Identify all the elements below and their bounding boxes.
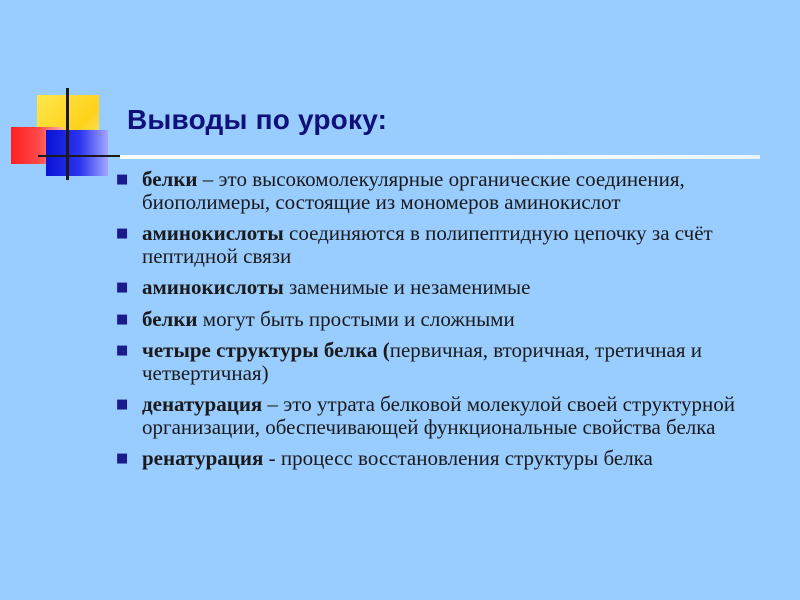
bullet-term: аминокислоты bbox=[142, 221, 284, 245]
bullet-square-icon: ■ bbox=[116, 280, 129, 295]
bullet-text: соединяются в полипептидную цепочку за счёт пептидной связи bbox=[142, 221, 713, 268]
bullet-square-icon: ■ bbox=[116, 397, 129, 412]
bullet-item bbox=[110, 308, 770, 331]
bullet-term: ренатурация bbox=[142, 446, 264, 470]
bullet-item bbox=[110, 339, 770, 384]
bullet-term: четыре структуры белка ( bbox=[142, 338, 390, 362]
bullet-square-icon: ■ bbox=[116, 451, 129, 466]
bullet-square-icon: ■ bbox=[116, 343, 129, 358]
decor-horizontal-line bbox=[38, 155, 120, 157]
bullet-square-icon: ■ bbox=[116, 172, 129, 187]
bullet-item bbox=[110, 168, 770, 213]
bullet-text: – это утрата белковой молекулой своей структурной организации, обеспечивающей функциональные свойства белка bbox=[142, 392, 735, 439]
bullet-text: могут быть простыми и сложными bbox=[197, 306, 515, 331]
bullet-term: белки bbox=[142, 306, 198, 331]
decor-blue-square bbox=[46, 130, 108, 176]
title-underline bbox=[120, 155, 760, 159]
bullet-term: аминокислоты bbox=[142, 275, 284, 299]
decor-vertical-line bbox=[66, 88, 69, 180]
bullet-square-icon: ■ bbox=[116, 311, 129, 327]
bullet-text: заменимые и незаменимые bbox=[283, 275, 531, 299]
bullet-text: первичная, вторичная, третичная и четвертичная) bbox=[142, 338, 702, 385]
bullet-item bbox=[110, 393, 770, 438]
bullet-text: - процесс восстановления структуры белка bbox=[263, 446, 653, 470]
bullet-item bbox=[110, 447, 770, 470]
bullet-term: белки bbox=[142, 167, 198, 191]
bullet-term: денатурация bbox=[142, 392, 263, 416]
bullet-list bbox=[110, 168, 770, 479]
bullet-item bbox=[110, 222, 770, 267]
slide-title: Выводы по уроку: bbox=[127, 104, 388, 135]
bullet-text: – это высокомолекулярные органические соединения, биополимеры, состоящие из мономеров аминокислот bbox=[142, 167, 685, 214]
bullet-item bbox=[110, 276, 770, 299]
bullet-square-icon: ■ bbox=[116, 226, 129, 241]
